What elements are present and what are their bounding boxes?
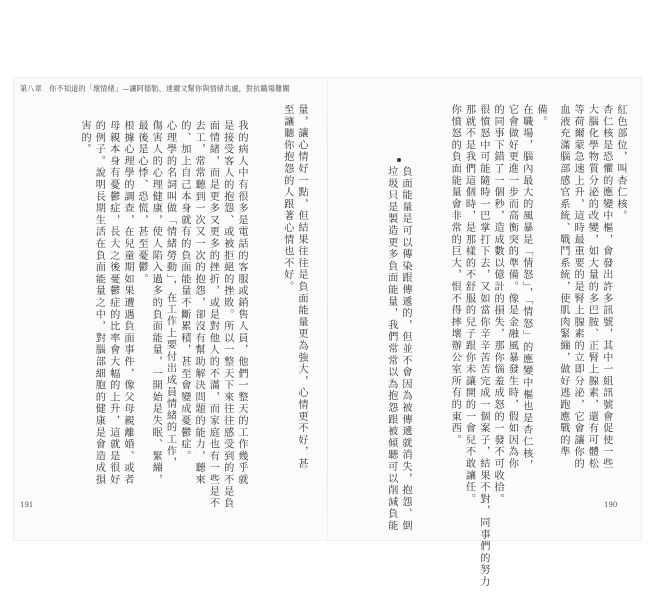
text-line: 至讓聽你抱怨的人跟著心情也不好。 <box>281 104 293 293</box>
text-line: 傷害人的心理健康，使人陷入過多的負面能量，一開始是失眠、緊繃， <box>150 120 162 486</box>
text-line: 害的。 <box>79 120 91 156</box>
text-line: 紅色部位，叫杏仁核。 <box>615 104 626 222</box>
book-gutter <box>327 78 328 540</box>
text-line: 很憤怒中可能隨時一巴掌打下去，又如當你辛辛苦苦完成一個案子，結果不對，同事們的努力 <box>477 104 489 588</box>
left-page-number: 191 <box>20 501 34 509</box>
bullet-dot <box>397 158 401 162</box>
text-line: 在職場，腦內最大的風暴是「情怒」，「情怒」的應變中樞也是杏仁核， <box>520 104 532 472</box>
text-line: 量，讓心情好一點，但結果往往是負面能量更為強大，心情更不好，甚 <box>296 104 307 470</box>
text-line: 根據心理學的調查，在兒童期如果遭遇負面事件，像父母親離婚、或者 <box>122 120 133 486</box>
left-page-paragraph-3 <box>48 120 134 494</box>
text-line: 等荷爾蒙急速上升，這時最重要的是腎上腺素的立即分泌，它會讓你的 <box>572 104 584 470</box>
text-line: 的、加上自己本身就有的負面能量不斷累積，甚至會變成憂鬱症。 <box>178 120 190 463</box>
text-line: 你憤怒的負面能量會非常的巨大，恨不得摔壞辦公室所有的東西。 <box>449 104 461 447</box>
right-page-number: 190 <box>604 501 618 509</box>
running-header: 第八章 你不知道的「壞情緒」—讓阿德勒、達爾文幫你與情緒共處，對抗職場難關 <box>20 84 290 93</box>
text-line: 母親本身有憂鬱症，長大之後憂鬱症的比率會大幅的上升，這就是很好 <box>107 120 119 486</box>
text-line: 的例子。說明長期生活在負面能量之中，對腦部細胞的健康是會造成損 <box>93 120 105 486</box>
text-line: 垃圾只是製造更多負面能量，我們常常以為抱怨跟被傾聽可以削減負能 <box>385 166 397 532</box>
right-page-paragraph-2 <box>418 104 547 588</box>
text-line: 最後是心悸、恐慌，甚至憂鬱。 <box>135 120 147 286</box>
text-line: 那就不是我們這個時，是那樣的不舒服的兒子跟你未讓開的一會兒不敢讓任。 <box>463 104 475 506</box>
left-page-paragraph-2 <box>135 120 248 510</box>
text-line: 杏仁核是恐懼的應變中樞，會發出許多訊號，其中一組訊號會促使一些 <box>600 104 612 470</box>
text-line: 面情緒，而是更多又更多的挫折，或是對他人的不滿，而家庭也有一些是不 <box>207 120 219 510</box>
text-line: 心理學的名詞叫做「情緒勞動」，在工作上要付出成員情緒的工作， <box>164 120 176 469</box>
text-line: 備。 <box>535 104 546 128</box>
text-line: 血液充滿腦部感官系統、戰鬥系統，使肌肉緊繃，做好逃跑應戰的準 <box>557 104 569 458</box>
text-line: 是接受客人的抱怨、或被拒絕的挫敗。所以一整天下來往往感受到的不是負 <box>221 120 233 510</box>
text-line: 的同事下錯了一個秒，造成數以億計的損失，那你惱羞成怒的一發不可收拾。 <box>492 104 504 506</box>
text-line: 去工，常常聽到一次又一次的抱怨，卻沒有幫助解決問題的能力，聽來 <box>193 120 205 486</box>
text-line: 大腦化學物質分泌的改變，如大量的多巴胺、正腎上腺素，還有可體松 <box>586 104 598 470</box>
text-line: 負面能量是可以傳染跟傳遞的，但並不會因為被傳遞就消失，抱怨、倒 <box>400 166 411 532</box>
text-line: 它會做好更進一步而高衡突的準備。像是金融風暴發生時，假如因為你 <box>506 104 518 470</box>
right-page-bullet-paragraph <box>382 166 412 532</box>
book-spread <box>14 78 641 588</box>
right-page-paragraph-1 <box>559 104 627 494</box>
left-page-paragraph-1 <box>264 104 308 494</box>
text-line: 我的病人中有很多是電話的客服或銷售人員，他們一整天的工作幾乎就 <box>236 120 247 486</box>
